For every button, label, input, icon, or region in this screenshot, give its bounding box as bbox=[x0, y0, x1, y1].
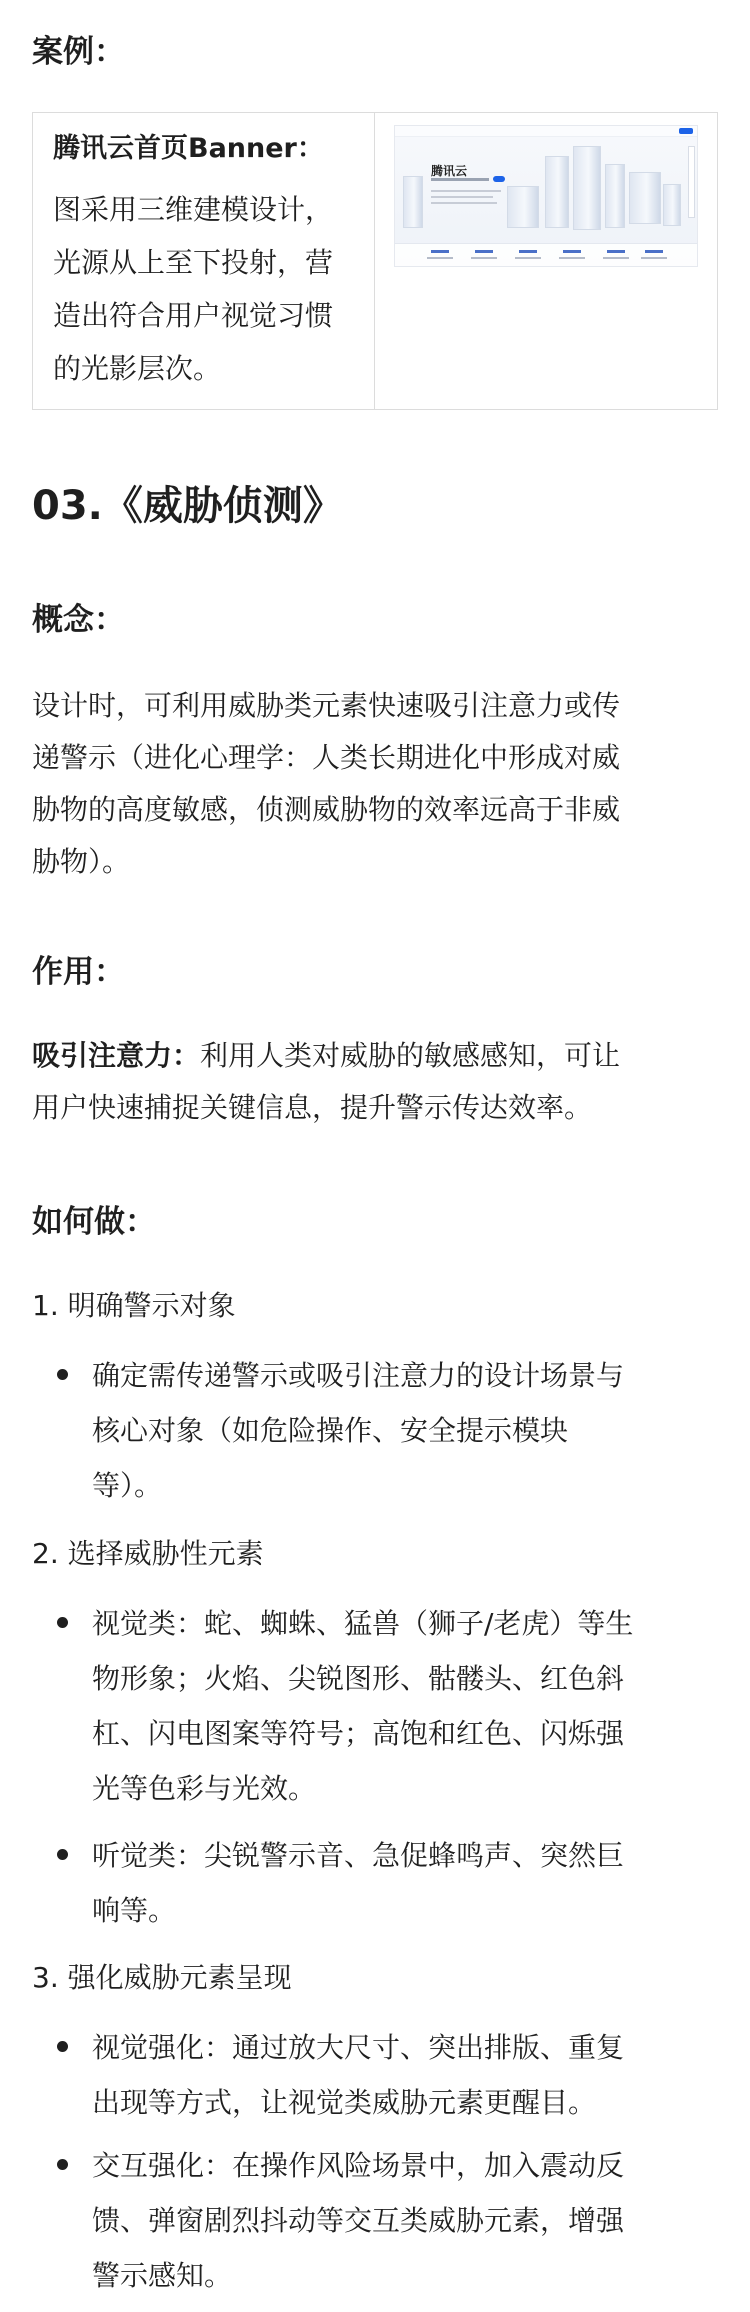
case-table bbox=[32, 112, 718, 410]
concept-line: 胁物的高度敏感，侦测威胁物的效率远高于非威 bbox=[32, 793, 621, 826]
banner-stat bbox=[607, 250, 625, 253]
step-label: 3. 强化威胁元素呈现 bbox=[32, 1961, 292, 1994]
banner-stat bbox=[645, 250, 663, 253]
banner-top-nav bbox=[395, 126, 697, 137]
banner-text-line bbox=[431, 190, 501, 192]
case-heading: 案例： bbox=[32, 34, 125, 70]
step-label: 2. 选择威胁性元素 bbox=[32, 1537, 264, 1570]
effect-paragraph bbox=[32, 1030, 718, 1134]
banner-building bbox=[605, 164, 625, 228]
banner-building bbox=[545, 156, 569, 228]
concept-line: 递警示（进化心理学：人类长期进化中形成对威 bbox=[32, 741, 621, 774]
bullet-dot bbox=[57, 1369, 68, 1380]
effect-heading: 作用： bbox=[32, 954, 125, 990]
bullet-dot bbox=[57, 2041, 68, 2052]
case-desc-line: 图采用三维建模设计， bbox=[53, 193, 334, 226]
tencent-cloud-banner-image bbox=[394, 125, 698, 267]
case-desc-line: 光源从上至下投射，营 bbox=[53, 246, 334, 279]
banner-stat-label bbox=[603, 257, 629, 259]
case-desc-line: 的光影层次。 bbox=[53, 352, 222, 385]
banner-footer-stats bbox=[395, 243, 697, 266]
banner-building bbox=[629, 172, 661, 224]
list-item-line: 交互强化：在操作风险场景中，加入震动反 bbox=[92, 2149, 625, 2182]
section-title: 03.《威胁侦测》 bbox=[32, 483, 343, 529]
list-item-text bbox=[92, 1828, 718, 1938]
list-item-line: 等）。 bbox=[92, 1469, 163, 1502]
banner-stat-label bbox=[515, 257, 541, 259]
list-item-line: 出现等方式，让视觉类威胁元素更醒目。 bbox=[92, 2086, 597, 2119]
banner-stat bbox=[431, 250, 449, 253]
how-heading: 如何做： bbox=[32, 1204, 156, 1240]
bullet-dot bbox=[57, 2159, 68, 2170]
banner-stat-label bbox=[471, 257, 497, 259]
banner-stat bbox=[519, 250, 537, 253]
banner-logo: 腾讯云 bbox=[431, 164, 468, 178]
list-item-line: 核心对象（如危险操作、安全提示模块 bbox=[92, 1414, 569, 1447]
banner-building bbox=[507, 186, 539, 228]
list-item-line: 馈、弹窗剧烈抖动等交互类威胁元素，增强 bbox=[92, 2204, 625, 2237]
case-desc-line: 造出符合用户视觉习惯 bbox=[53, 299, 334, 332]
banner-building bbox=[663, 184, 681, 226]
effect-line: 用户快速捕捉关键信息，提升警示传达效率。 bbox=[32, 1091, 593, 1124]
banner-building bbox=[403, 176, 423, 228]
list-item-line: 光等色彩与光效。 bbox=[92, 1772, 317, 1805]
case-image-cell bbox=[375, 113, 717, 409]
banner-stat-label bbox=[427, 257, 453, 259]
list-item-line: 确定需传递警示或吸引注意力的设计场景与 bbox=[92, 1359, 625, 1392]
concept-line: 胁物）。 bbox=[32, 845, 131, 878]
list-item-line: 听觉类：尖锐警示音、急促蜂鸣声、突然巨 bbox=[92, 1839, 625, 1872]
list-item-line: 物形象；火焰、尖锐图形、骷髅头、红色斜 bbox=[92, 1662, 625, 1695]
banner-text-line bbox=[431, 196, 493, 198]
list-item-line: 杠、闪电图案等符号；高饱和红色、闪烁强 bbox=[92, 1717, 625, 1750]
banner-stat bbox=[563, 250, 581, 253]
case-title: 腾讯云首页Banner： bbox=[53, 133, 324, 164]
banner-stat-label bbox=[559, 257, 585, 259]
list-item-text bbox=[92, 2138, 718, 2303]
list-item-text bbox=[92, 1596, 718, 1816]
list-item-text bbox=[92, 1348, 718, 1513]
list-item-text bbox=[92, 2020, 718, 2130]
banner-stat bbox=[475, 250, 493, 253]
concept-heading: 概念： bbox=[32, 602, 125, 638]
step-label: 1. 明确警示对象 bbox=[32, 1289, 236, 1322]
banner-subtitle bbox=[431, 178, 489, 181]
list-item-line: 视觉类：蛇、蜘蛛、猛兽（狮子/老虎）等生 bbox=[92, 1607, 634, 1640]
bullet-dot bbox=[57, 1849, 68, 1860]
banner-cta bbox=[493, 176, 505, 182]
banner-stat-label bbox=[641, 257, 667, 259]
effect-line: 利用人类对威胁的敏感感知，可让 bbox=[200, 1039, 621, 1072]
banner-nav-button bbox=[679, 128, 693, 134]
list-item-line: 视觉强化：通过放大尺寸、突出排版、重复 bbox=[92, 2031, 625, 2064]
case-description bbox=[53, 183, 354, 395]
banner-text-line bbox=[431, 202, 497, 204]
list-item-line: 响等。 bbox=[92, 1894, 177, 1927]
banner-building bbox=[573, 146, 601, 230]
list-item-line: 警示感知。 bbox=[92, 2259, 233, 2292]
banner-side-scroll bbox=[688, 146, 695, 218]
concept-paragraph bbox=[32, 680, 718, 888]
case-text-cell bbox=[33, 113, 375, 409]
concept-line: 设计时，可利用威胁类元素快速吸引注意力或传 bbox=[32, 689, 621, 722]
effect-bold-label: 吸引注意力： bbox=[32, 1039, 201, 1072]
bullet-dot bbox=[57, 1617, 68, 1628]
